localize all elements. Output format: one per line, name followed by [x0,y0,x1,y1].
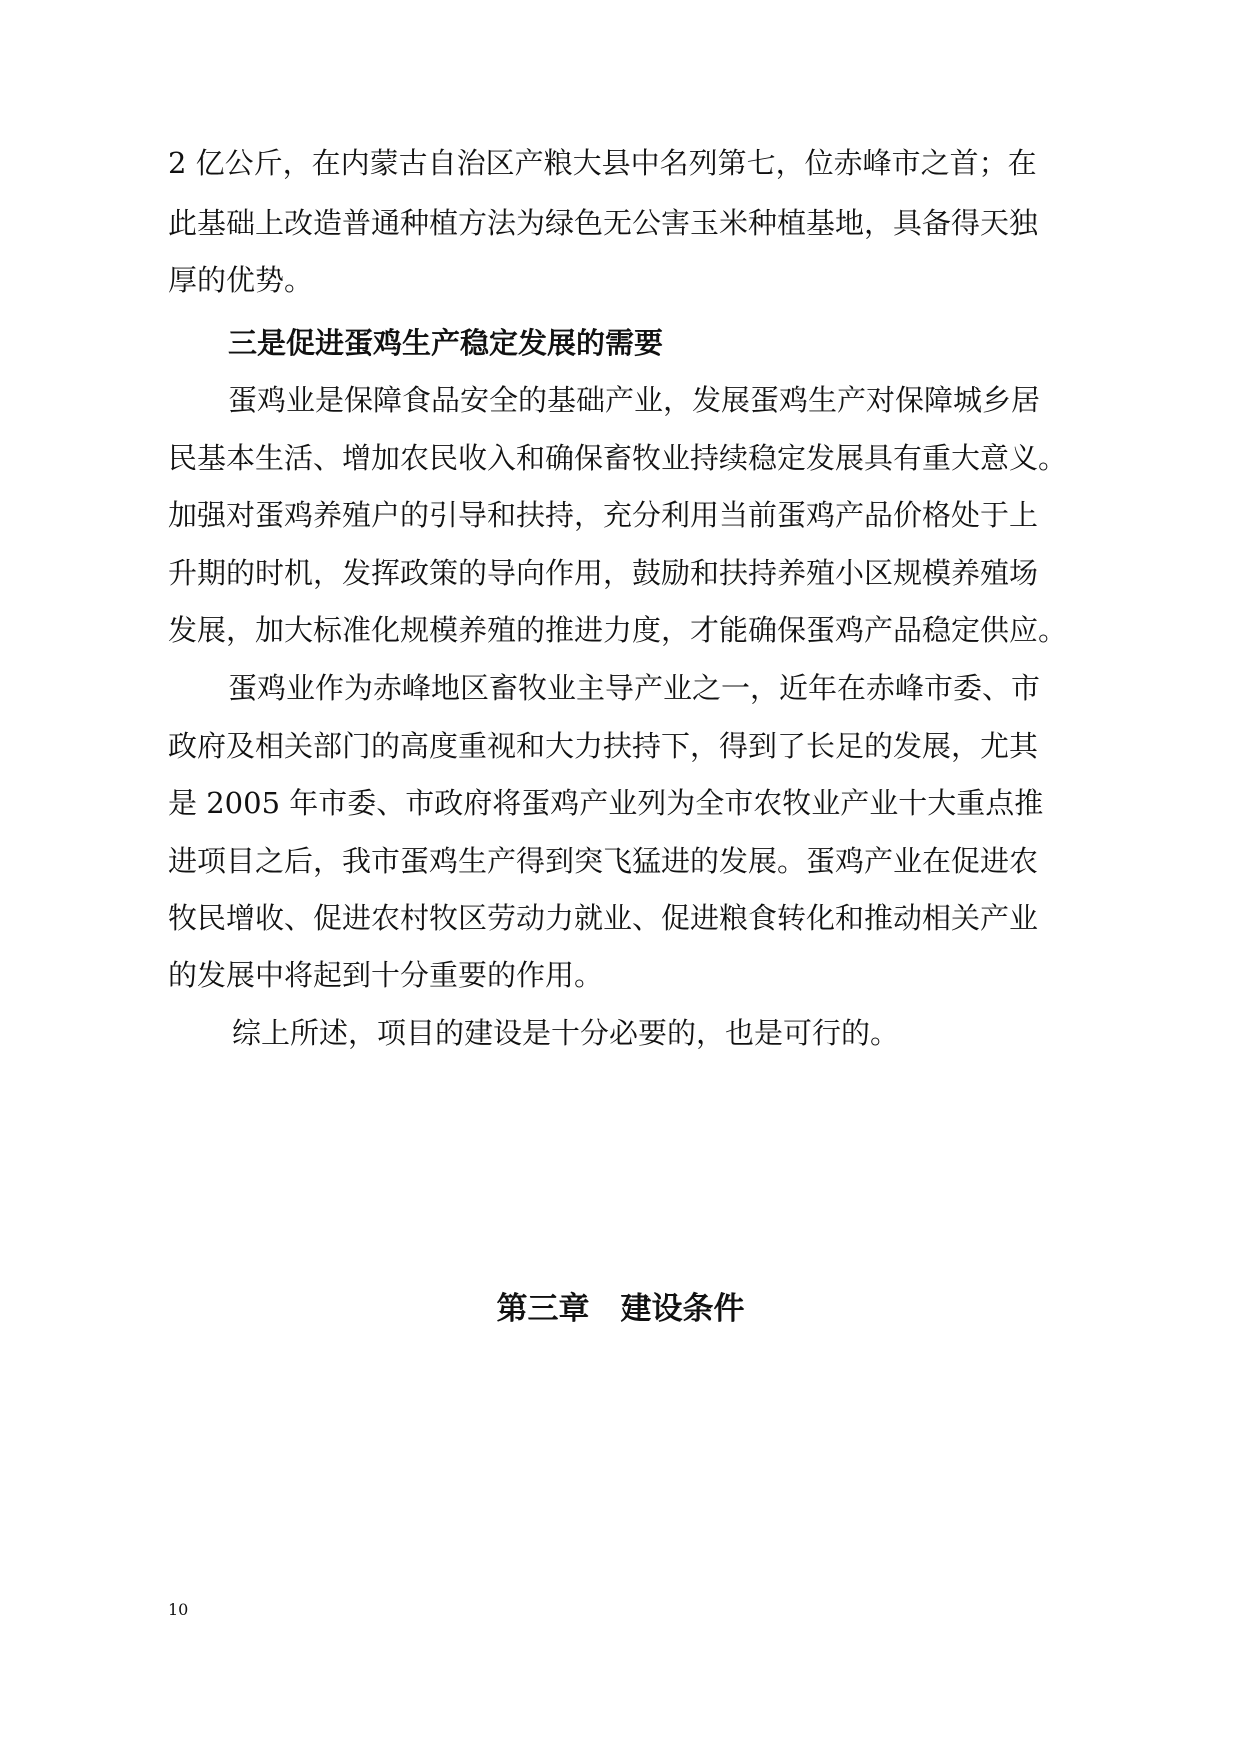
page-number: 10 [168,1600,189,1619]
paragraph-3-line-6: 的发展中将起到十分重要的作用。 [168,958,604,992]
paragraph-1-line-2: 此基础上改造普通种植方法为绿色无公害玉米种植基地，具备得天独 [168,206,1039,240]
conclusion-paragraph: 综上所述，项目的建设是十分必要的，也是可行的。 [232,1016,900,1050]
paragraph-3-line-4: 进项目之后，我市蛋鸡生产得到突飞猛进的发展。蛋鸡产业在促进农 [168,844,1039,878]
paragraph-2-line-2: 民基本生活、增加农民收入和确保畜牧业持续稳定发展具有重大意义。 [168,441,1068,475]
paragraph-2-line-1: 蛋鸡业是保障食品安全的基础产业，发展蛋鸡生产对保障城乡居 [228,383,1041,417]
paragraph-3-line-3: 是 2005 年市委、市政府将蛋鸡产业列为全市农牧业产业十大重点推 [168,786,1044,820]
chapter-title: 第三章 建设条件 [496,1291,745,1327]
paragraph-3-line-5: 牧民增收、促进农村牧区劳动力就业、促进粮食转化和推动相关产业 [168,901,1039,935]
paragraph-2-line-3: 加强对蛋鸡养殖户的引导和扶持，充分利用当前蛋鸡产品价格处于上 [168,498,1039,532]
paragraph-1-line-1: 2 亿公斤，在内蒙古自治区产粮大县中名列第七，位赤峰市之首；在 [168,146,1037,180]
paragraph-2-line-4: 升期的时机，发挥政策的导向作用，鼓励和扶持养殖小区规模养殖场 [168,556,1039,590]
section-heading: 三是促进蛋鸡生产稳定发展的需要 [228,326,664,360]
paragraph-2-line-5: 发展，加大标准化规模养殖的推进力度，才能确保蛋鸡产品稳定供应。 [168,613,1068,647]
paragraph-3-line-2: 政府及相关部门的高度重视和大力扶持下，得到了长足的发展，尤其 [168,729,1039,763]
paragraph-3-line-1: 蛋鸡业作为赤峰地区畜牧业主导产业之一，近年在赤峰市委、市 [228,671,1041,705]
paragraph-1-line-3: 厚的优势。 [168,263,314,297]
